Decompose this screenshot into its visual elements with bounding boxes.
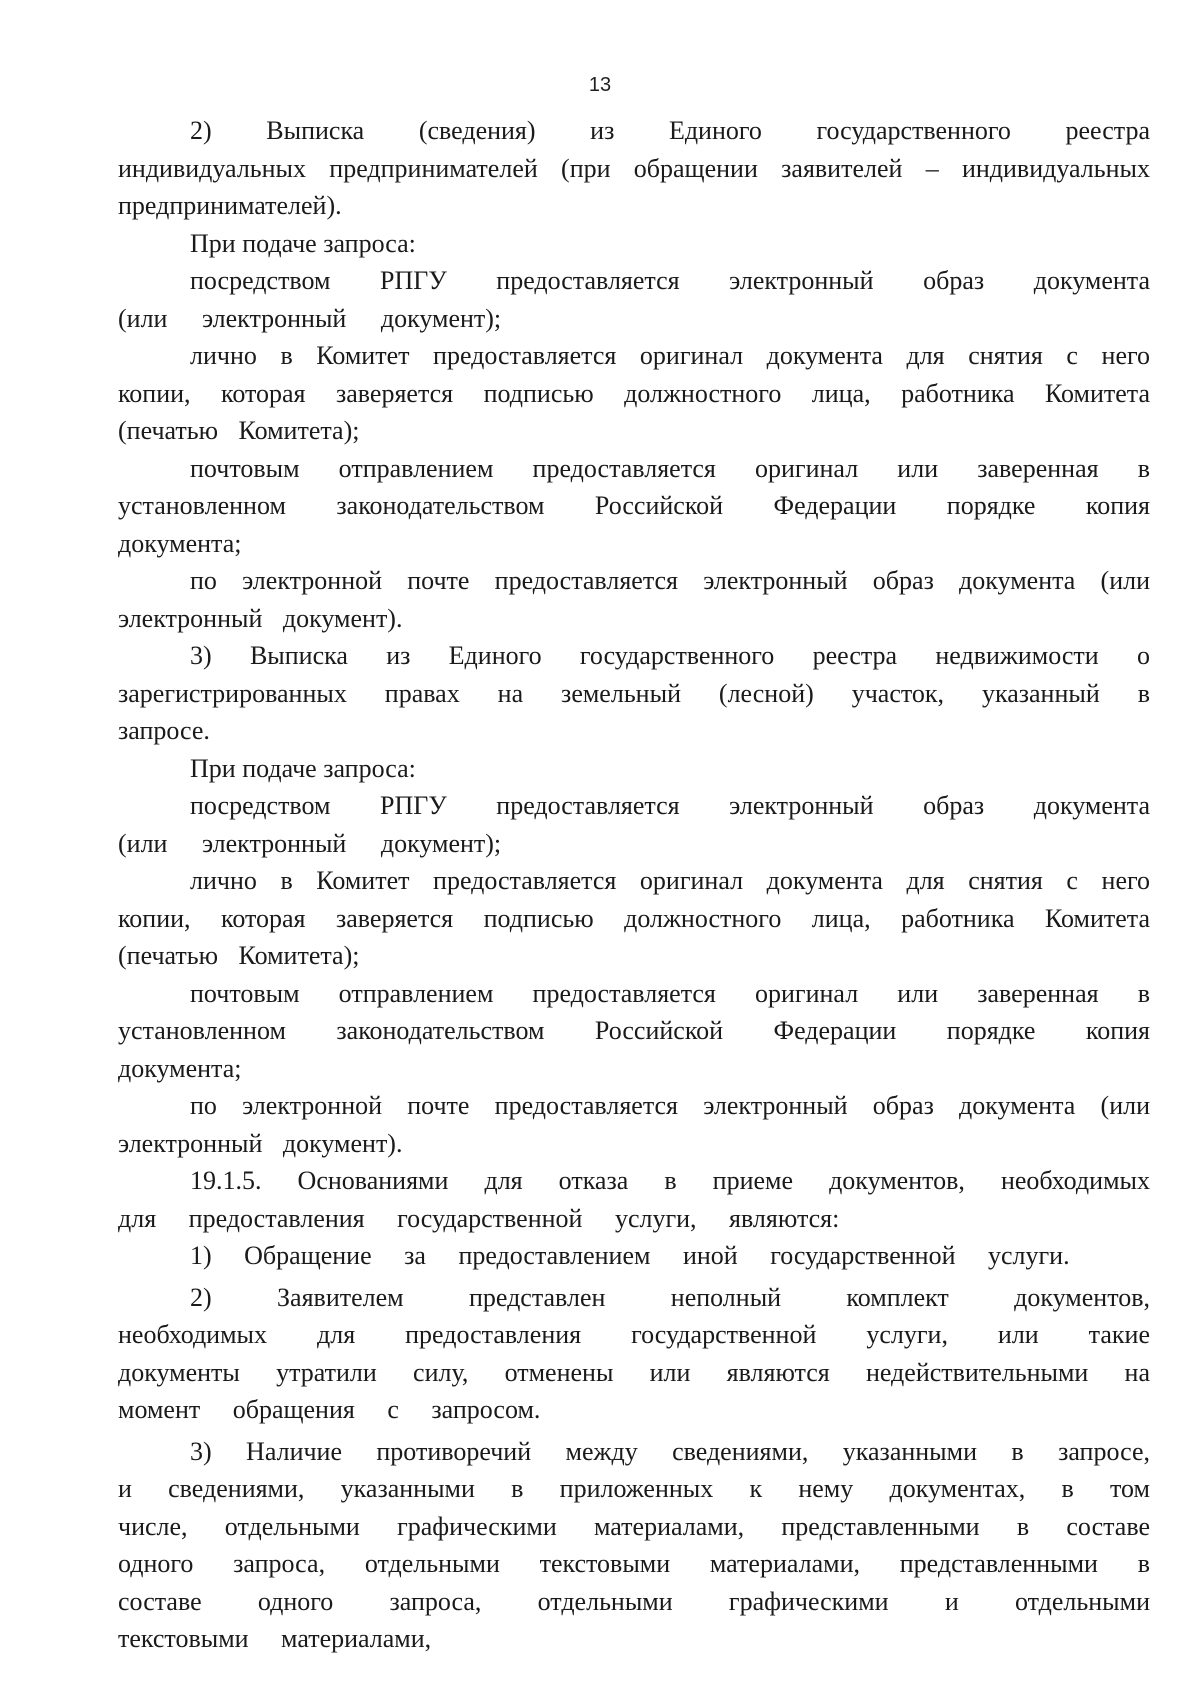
paragraph-in-person: лично в Комитет предоставляется оригинал документа для снятия с него копии, которая заверяется подписью должностного лица, работника Комитета (печатью Комитета); [118,341,1150,445]
paragraph-submission-heading: При подаче запроса: [190,228,416,258]
paragraph-refusal-item-3: 3) Наличие противоречий между сведениями, указанными в запросе, и сведениями, указанными в приложенных к нему документах, в том числе, отдельными графическими материалами, представленными в составе одного запроса, отдельными текстовыми материалами, представленными в составе одного запроса, отдельными графическими и отдельными текстовыми материалами, [118,1436,1150,1653]
paragraph-by-post-2: почтовым отправлением предоставляется оригинал или заверенная в установленном законодательством Российской Федерации порядке копия документа; [118,978,1150,1083]
paragraph-refusal-grounds: 19.1.5. Основаниями для отказа в приеме документов, необходимых для предоставления государственной услуги, являются: [118,1166,1150,1233]
paragraph-by-post: почтовым отправлением предоставляется оригинал или заверенная в установленном законодательством Российской Федерации порядке копия документа; [118,453,1150,558]
paragraph-egrip-extract: 2) Выписка (сведения) из Единого государственного реестра индивидуальных предпринимателей (при обращении заявителей – индивидуальных предпринимателей). [118,116,1150,220]
page-number: 13 [588,74,612,96]
paragraph-refusal-item-2: 2) Заявителем представлен неполный комплект документов, необходимых для предоставления государственной услуги, или такие документы утратили силу, отменены или являются недействительными на момент обращения с запросом. [118,1282,1150,1424]
document-body [118,112,1150,1658]
paragraph-by-email: по электронной почте предоставляется электронный образ документа (или электронный документ). [118,566,1150,633]
paragraph-via-rpgu-2: посредством РПГУ предоставляется электронный образ документа (или электронный документ); [118,791,1150,858]
paragraph-refusal-item-1: 1) Обращение за предоставлением иной государственной услуги. [190,1241,1070,1270]
paragraph-via-rpgu: посредством РПГУ предоставляется электронный образ документа (или электронный документ); [118,266,1150,333]
paragraph-egrn-extract: 3) Выписка из Единого государственного реестра недвижимости о зарегистрированных правах на земельный (лесной) участок, указанный в запросе. [118,641,1150,745]
paragraph-submission-heading-2: При подаче запроса: [190,753,416,783]
paragraph-by-email-2: по электронной почте предоставляется электронный образ документа (или электронный документ). [118,1091,1150,1158]
paragraph-in-person-2: лично в Комитет предоставляется оригинал документа для снятия с него копии, которая заверяется подписью должностного лица, работника Комитета (печатью Комитета); [118,866,1150,970]
